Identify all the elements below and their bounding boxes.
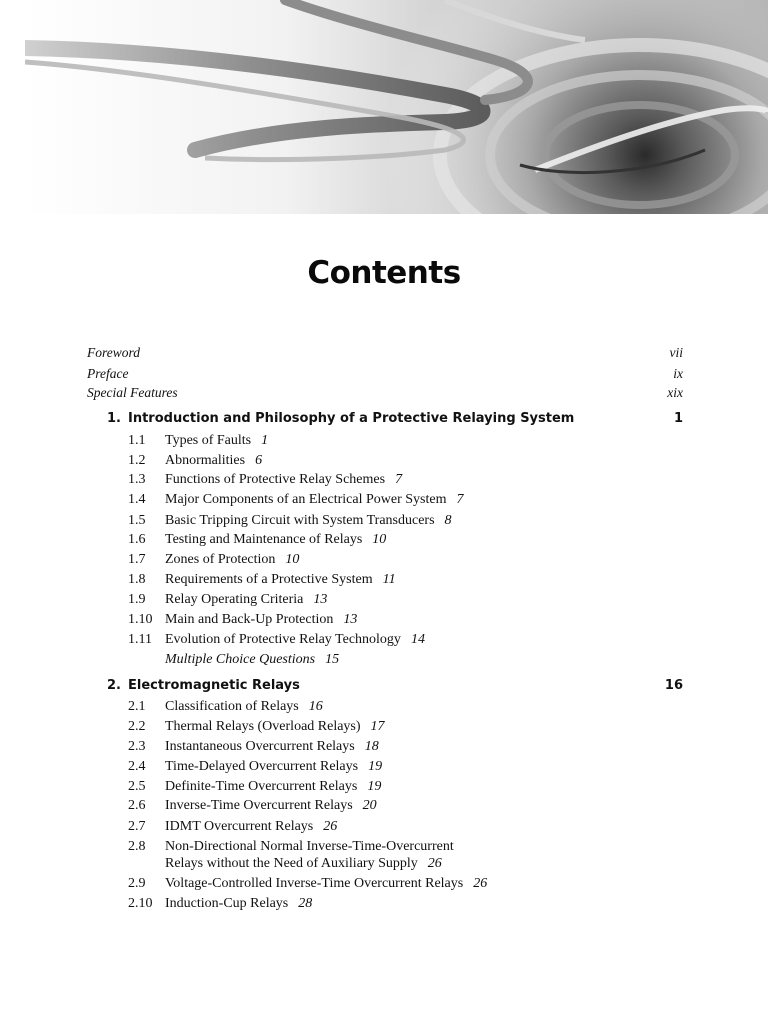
section-number: 1.4 <box>128 492 146 507</box>
section-number: 2.7 <box>128 819 146 834</box>
section-title: Thermal Relays (Overload Relays) <box>165 719 361 734</box>
page-number: 17 <box>370 719 385 734</box>
toc-entry-foreword[interactable] <box>87 345 683 363</box>
page-number: 14 <box>410 632 425 647</box>
page-number: 26 <box>473 876 488 891</box>
toc-entry-special-features[interactable] <box>87 385 683 403</box>
section-title: Basic Tripping Circuit with System Transducers <box>165 513 435 528</box>
page-number: 13 <box>343 612 358 627</box>
section-number: 2.4 <box>128 759 146 774</box>
page-number: 1 <box>673 411 683 426</box>
section-number: 2.3 <box>128 739 146 754</box>
section-title: Abnormalities <box>165 453 246 468</box>
page-number: 19 <box>368 759 383 774</box>
chapter-number: 2. <box>107 678 121 693</box>
section-title: Time-Delayed Overcurrent Relays <box>165 759 359 774</box>
entry-title: Preface <box>87 366 129 381</box>
page-number: 16 <box>308 699 323 714</box>
page-number: 10 <box>372 532 387 547</box>
page-number: xix <box>667 385 683 400</box>
page-number: 8 <box>444 513 452 528</box>
section-title: Instantaneous Overcurrent Relays <box>165 739 355 754</box>
page-number: 13 <box>313 592 328 607</box>
section-title: Voltage-Controlled Inverse-Time Overcurrent Relays <box>165 876 464 891</box>
page-number: 26 <box>323 819 338 834</box>
section-number: 2.5 <box>128 779 146 794</box>
page-number: ix <box>673 366 683 381</box>
section-number: 2.2 <box>128 719 146 734</box>
page-number: 15 <box>325 652 340 667</box>
page-number: 7 <box>395 472 403 487</box>
section-number: 1.9 <box>128 592 146 607</box>
page-title: Contents <box>307 255 461 291</box>
section-number: 1.6 <box>128 532 146 547</box>
section-number: 2.10 <box>128 896 153 911</box>
toc-chapter-1[interactable] <box>107 411 683 431</box>
section-title: Non-Directional Normal Inverse-Time-Overcurrent <box>165 839 454 854</box>
section-title: Requirements of a Protective System <box>165 572 373 587</box>
section-title: Evolution of Protective Relay Technology <box>165 632 401 647</box>
section-title: Relay Operating Criteria <box>165 592 304 607</box>
section-number: 1.7 <box>128 552 146 567</box>
section-number: 1.3 <box>128 472 146 487</box>
section-number: 1.11 <box>128 632 152 647</box>
section-number: 1.5 <box>128 513 146 528</box>
page-number: 6 <box>255 453 263 468</box>
page-number: 18 <box>364 739 379 754</box>
page-number: vii <box>669 345 683 360</box>
page-number: 7 <box>456 492 464 507</box>
section-title-continued: Relays without the Need of Auxiliary Supply <box>165 856 418 871</box>
page-number: 10 <box>285 552 300 567</box>
section-title: Functions of Protective Relay Schemes <box>165 472 386 487</box>
section-number: 1.8 <box>128 572 146 587</box>
toc-entry-preface[interactable] <box>87 366 683 384</box>
section-number: 2.1 <box>128 699 146 714</box>
toc-chapter-2[interactable] <box>107 678 683 698</box>
chapter-title: Introduction and Philosophy of a Protective Relaying System <box>128 411 575 426</box>
page-number: 19 <box>367 779 382 794</box>
section-title: Main and Back-Up Protection <box>165 612 334 627</box>
entry-title: Special Features <box>87 385 178 400</box>
chapter-number: 1. <box>107 411 121 426</box>
section-number: 1.2 <box>128 453 146 468</box>
page-number: 20 <box>362 798 377 813</box>
page-number: 11 <box>382 572 396 587</box>
page-number: 26 <box>427 856 442 871</box>
chapter-title: Electromagnetic Relays <box>128 678 300 693</box>
section-number: 1.1 <box>128 433 146 448</box>
section-title: Induction-Cup Relays <box>165 896 289 911</box>
section-number: 1.10 <box>128 612 153 627</box>
page-number: 1 <box>261 433 269 448</box>
section-number: 2.6 <box>128 798 146 813</box>
section-title: Multiple Choice Questions <box>165 652 316 667</box>
entry-title: Foreword <box>87 345 140 360</box>
section-title: IDMT Overcurrent Relays <box>165 819 314 834</box>
section-title: Types of Faults <box>165 433 252 448</box>
section-number: 2.8 <box>128 839 146 854</box>
section-title: Zones of Protection <box>165 552 276 567</box>
section-title: Classification of Relays <box>165 699 299 714</box>
section-title: Testing and Maintenance of Relays <box>165 532 363 547</box>
page-number: 16 <box>664 678 683 693</box>
page-number: 28 <box>298 896 313 911</box>
section-number: 2.9 <box>128 876 146 891</box>
section-title: Definite-Time Overcurrent Relays <box>165 779 358 794</box>
section-title: Inverse-Time Overcurrent Relays <box>165 798 353 813</box>
section-title: Major Components of an Electrical Power System <box>165 492 447 507</box>
